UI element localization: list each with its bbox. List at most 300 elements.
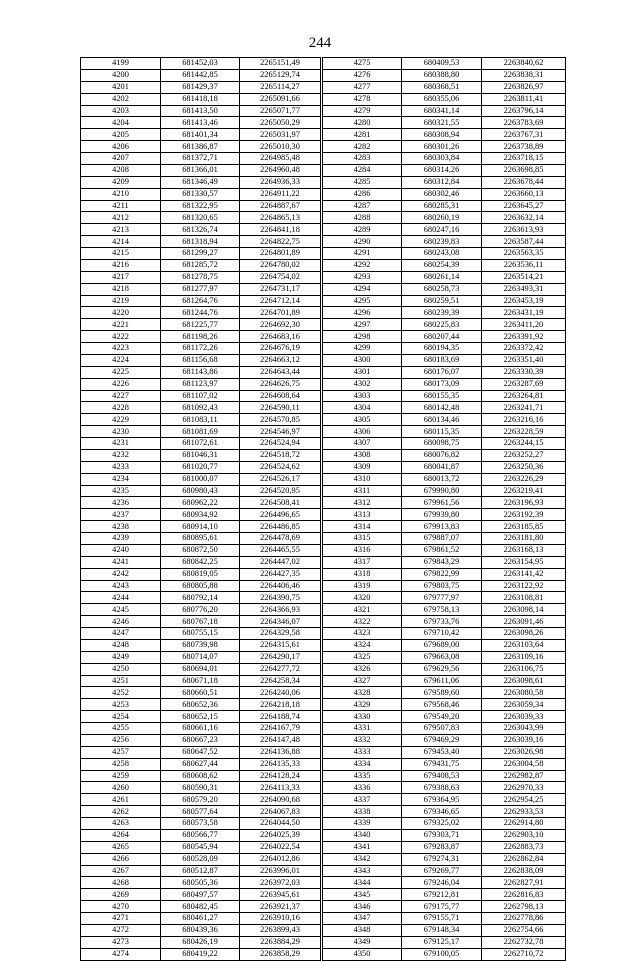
table-row (323, 402, 566, 414)
table-row (81, 901, 321, 913)
x-coordinate-cell: 680528,09 (161, 853, 240, 865)
x-coordinate-cell: 680259,51 (402, 295, 482, 307)
x-coordinate-cell: 680739,98 (161, 639, 240, 651)
y-coordinate-cell: 2263858,29 (240, 948, 321, 960)
table-row (323, 675, 566, 687)
table-row (81, 129, 321, 141)
y-coordinate-cell: 2262982,87 (482, 770, 566, 782)
x-coordinate-cell: 679269,77 (402, 865, 482, 877)
point-number-cell: 4227 (81, 390, 161, 402)
y-coordinate-cell: 2263884,29 (240, 936, 321, 948)
point-number-cell: 4282 (323, 141, 402, 153)
point-number-cell: 4219 (81, 295, 161, 307)
y-coordinate-cell: 2264290,17 (240, 651, 321, 663)
point-number-cell: 4279 (323, 105, 402, 117)
table-row (323, 580, 566, 592)
table-row (81, 343, 321, 355)
table-row (323, 426, 566, 438)
table-row (81, 806, 321, 818)
point-number-cell: 4277 (323, 81, 402, 93)
y-coordinate-cell: 2262816,83 (482, 889, 566, 901)
y-coordinate-cell: 2263391,92 (482, 331, 566, 343)
y-coordinate-cell: 2263122,92 (482, 580, 566, 592)
table-row (81, 390, 321, 402)
table-row (323, 818, 566, 830)
y-coordinate-cell: 2264486,85 (240, 521, 321, 533)
x-coordinate-cell: 680225,83 (402, 319, 482, 331)
y-coordinate-cell: 2264465,55 (240, 544, 321, 556)
x-coordinate-cell: 680409,53 (402, 58, 482, 70)
point-number-cell: 4349 (323, 936, 402, 948)
x-coordinate-cell: 680302,46 (402, 188, 482, 200)
point-number-cell: 4232 (81, 449, 161, 461)
x-coordinate-cell: 681318,94 (161, 236, 240, 248)
table-row (323, 212, 566, 224)
point-number-cell: 4335 (323, 770, 402, 782)
point-number-cell: 4292 (323, 259, 402, 271)
y-coordinate-cell: 2264676,19 (240, 343, 321, 355)
table-row (323, 533, 566, 545)
y-coordinate-cell: 2263250,36 (482, 461, 566, 473)
point-number-cell: 4345 (323, 889, 402, 901)
point-number-cell: 4226 (81, 378, 161, 390)
x-coordinate-cell: 679283,87 (402, 841, 482, 853)
y-coordinate-cell: 2264546,97 (240, 426, 321, 438)
point-number-cell: 4212 (81, 212, 161, 224)
y-coordinate-cell: 2264390,75 (240, 592, 321, 604)
x-coordinate-cell: 680173,09 (402, 378, 482, 390)
point-number-cell: 4253 (81, 699, 161, 711)
table-row (81, 746, 321, 758)
table-row (323, 829, 566, 841)
x-coordinate-cell: 681413,50 (161, 105, 240, 117)
x-coordinate-cell: 679408,53 (402, 770, 482, 782)
point-number-cell: 4231 (81, 438, 161, 450)
x-coordinate-cell: 680194,35 (402, 343, 482, 355)
table-row (81, 853, 321, 865)
x-coordinate-cell: 680934,92 (161, 509, 240, 521)
table-row (323, 485, 566, 497)
y-coordinate-cell: 2264590,11 (240, 402, 321, 414)
x-coordinate-cell: 680505,36 (161, 877, 240, 889)
y-coordinate-cell: 2263698,85 (482, 164, 566, 176)
x-coordinate-cell: 680115,35 (402, 426, 482, 438)
y-coordinate-cell: 2264496,65 (240, 509, 321, 521)
y-coordinate-cell: 2264022,54 (240, 841, 321, 853)
point-number-cell: 4216 (81, 259, 161, 271)
table-row (81, 295, 321, 307)
x-coordinate-cell: 679274,31 (402, 853, 482, 865)
point-number-cell: 4303 (323, 390, 402, 402)
x-coordinate-cell: 679148,34 (402, 924, 482, 936)
x-coordinate-cell: 680258,73 (402, 283, 482, 295)
point-number-cell: 4309 (323, 461, 402, 473)
table-row (81, 639, 321, 651)
point-number-cell: 4313 (323, 509, 402, 521)
table-row (81, 117, 321, 129)
coordinates-table-right (322, 57, 566, 961)
point-number-cell: 4242 (81, 568, 161, 580)
table-row (81, 176, 321, 188)
y-coordinate-cell: 2264801,89 (240, 248, 321, 260)
point-number-cell: 4225 (81, 366, 161, 378)
point-number-cell: 4266 (81, 853, 161, 865)
y-coordinate-cell: 2263718,15 (482, 153, 566, 165)
y-coordinate-cell: 2262754,66 (482, 924, 566, 936)
y-coordinate-cell: 2263098,61 (482, 675, 566, 687)
y-coordinate-cell: 2263026,98 (482, 746, 566, 758)
x-coordinate-cell: 679469,29 (402, 734, 482, 746)
point-number-cell: 4302 (323, 378, 402, 390)
y-coordinate-cell: 2264128,24 (240, 770, 321, 782)
point-number-cell: 4281 (323, 129, 402, 141)
table-row (323, 913, 566, 925)
point-number-cell: 4315 (323, 533, 402, 545)
table-row (323, 176, 566, 188)
x-coordinate-cell: 679453,40 (402, 746, 482, 758)
table-row (323, 414, 566, 426)
point-number-cell: 4215 (81, 248, 161, 260)
x-coordinate-cell: 680962,22 (161, 497, 240, 509)
x-coordinate-cell: 679549,20 (402, 711, 482, 723)
point-number-cell: 4314 (323, 521, 402, 533)
table-row (81, 913, 321, 925)
table-row (323, 331, 566, 343)
point-number-cell: 4346 (323, 901, 402, 913)
y-coordinate-cell: 2263228,59 (482, 426, 566, 438)
table-row (81, 248, 321, 260)
point-number-cell: 4316 (323, 544, 402, 556)
x-coordinate-cell: 679388,63 (402, 782, 482, 794)
table-row (81, 782, 321, 794)
table-row (323, 687, 566, 699)
table-row (323, 354, 566, 366)
table-row (323, 604, 566, 616)
table-row (323, 449, 566, 461)
y-coordinate-cell: 2265050,29 (240, 117, 321, 129)
x-coordinate-cell: 680647,52 (161, 746, 240, 758)
y-coordinate-cell: 2262838,09 (482, 865, 566, 877)
x-coordinate-cell: 680041,87 (402, 461, 482, 473)
table-row (323, 663, 566, 675)
table-row (81, 687, 321, 699)
y-coordinate-cell: 2262732,78 (482, 936, 566, 948)
y-coordinate-cell: 2263826,97 (482, 81, 566, 93)
point-number-cell: 4246 (81, 616, 161, 628)
table-row (323, 461, 566, 473)
table-row (323, 841, 566, 853)
point-number-cell: 4286 (323, 188, 402, 200)
y-coordinate-cell: 2263091,46 (482, 616, 566, 628)
y-coordinate-cell: 2263678,44 (482, 176, 566, 188)
point-number-cell: 4330 (323, 711, 402, 723)
table-row (323, 770, 566, 782)
y-coordinate-cell: 2263287,69 (482, 378, 566, 390)
x-coordinate-cell: 680608,62 (161, 770, 240, 782)
x-coordinate-cell: 680076,82 (402, 449, 482, 461)
point-number-cell: 4307 (323, 438, 402, 450)
x-coordinate-cell: 680098,75 (402, 438, 482, 450)
x-coordinate-cell: 681198,26 (161, 331, 240, 343)
point-number-cell: 4324 (323, 639, 402, 651)
y-coordinate-cell: 2263563,35 (482, 248, 566, 260)
point-number-cell: 4329 (323, 699, 402, 711)
y-coordinate-cell: 2262710,72 (482, 948, 566, 960)
table-row (323, 568, 566, 580)
point-number-cell: 4344 (323, 877, 402, 889)
point-number-cell: 4283 (323, 153, 402, 165)
table-row (81, 936, 321, 948)
table-row (81, 69, 321, 81)
table-row (323, 544, 566, 556)
y-coordinate-cell: 2263106,75 (482, 663, 566, 675)
x-coordinate-cell: 680579,20 (161, 794, 240, 806)
point-number-cell: 4202 (81, 93, 161, 105)
table-row (81, 604, 321, 616)
y-coordinate-cell: 2264683,16 (240, 331, 321, 343)
table-row (323, 734, 566, 746)
y-coordinate-cell: 2264447,02 (240, 556, 321, 568)
y-coordinate-cell: 2262970,33 (482, 782, 566, 794)
x-coordinate-cell: 680321,55 (402, 117, 482, 129)
table-row (323, 497, 566, 509)
table-row (81, 924, 321, 936)
point-number-cell: 4241 (81, 556, 161, 568)
y-coordinate-cell: 2263632,14 (482, 212, 566, 224)
point-number-cell: 4339 (323, 818, 402, 830)
point-number-cell: 4259 (81, 770, 161, 782)
y-coordinate-cell: 2265071,77 (240, 105, 321, 117)
x-coordinate-cell: 679663,08 (402, 651, 482, 663)
table-row (323, 343, 566, 355)
y-coordinate-cell: 2263192,39 (482, 509, 566, 521)
point-number-cell: 4235 (81, 485, 161, 497)
point-number-cell: 4264 (81, 829, 161, 841)
y-coordinate-cell: 2263996,01 (240, 865, 321, 877)
table-row (81, 224, 321, 236)
point-number-cell: 4332 (323, 734, 402, 746)
table-row (81, 628, 321, 640)
point-number-cell: 4230 (81, 426, 161, 438)
x-coordinate-cell: 681143,86 (161, 366, 240, 378)
table-row (81, 485, 321, 497)
y-coordinate-cell: 2264346,07 (240, 616, 321, 628)
point-number-cell: 4343 (323, 865, 402, 877)
table-row (81, 758, 321, 770)
y-coordinate-cell: 2264526,17 (240, 473, 321, 485)
point-number-cell: 4318 (323, 568, 402, 580)
y-coordinate-cell: 2262933,53 (482, 806, 566, 818)
y-coordinate-cell: 2265010,30 (240, 141, 321, 153)
table-row (81, 841, 321, 853)
point-number-cell: 4254 (81, 711, 161, 723)
point-number-cell: 4261 (81, 794, 161, 806)
table-row (81, 58, 321, 70)
table-row (323, 556, 566, 568)
y-coordinate-cell: 2264520,95 (240, 485, 321, 497)
y-coordinate-cell: 2263493,31 (482, 283, 566, 295)
table-row (323, 295, 566, 307)
x-coordinate-cell: 680341,14 (402, 105, 482, 117)
point-number-cell: 4306 (323, 426, 402, 438)
point-number-cell: 4325 (323, 651, 402, 663)
point-number-cell: 4249 (81, 651, 161, 663)
point-number-cell: 4206 (81, 141, 161, 153)
y-coordinate-cell: 2262883,73 (482, 841, 566, 853)
y-coordinate-cell: 2263185,85 (482, 521, 566, 533)
y-coordinate-cell: 2263645,27 (482, 200, 566, 212)
y-coordinate-cell: 2264240,06 (240, 687, 321, 699)
table-row (81, 81, 321, 93)
x-coordinate-cell: 679733,76 (402, 616, 482, 628)
table-row (81, 829, 321, 841)
x-coordinate-cell: 680260,19 (402, 212, 482, 224)
table-row (81, 426, 321, 438)
x-coordinate-cell: 681046,31 (161, 449, 240, 461)
table-row (323, 639, 566, 651)
x-coordinate-cell: 681092,43 (161, 402, 240, 414)
x-coordinate-cell: 681081,69 (161, 426, 240, 438)
y-coordinate-cell: 2263587,44 (482, 236, 566, 248)
point-number-cell: 4310 (323, 473, 402, 485)
y-coordinate-cell: 2263043,99 (482, 723, 566, 735)
y-coordinate-cell: 2263660,13 (482, 188, 566, 200)
x-coordinate-cell: 680461,27 (161, 913, 240, 925)
x-coordinate-cell: 681244,76 (161, 307, 240, 319)
point-number-cell: 4322 (323, 616, 402, 628)
y-coordinate-cell: 2263196,93 (482, 497, 566, 509)
y-coordinate-cell: 2264277,72 (240, 663, 321, 675)
point-number-cell: 4308 (323, 449, 402, 461)
point-number-cell: 4234 (81, 473, 161, 485)
y-coordinate-cell: 2263004,58 (482, 758, 566, 770)
y-coordinate-cell: 2264508,41 (240, 497, 321, 509)
y-coordinate-cell: 2263767,31 (482, 129, 566, 141)
y-coordinate-cell: 2265114,27 (240, 81, 321, 93)
point-number-cell: 4251 (81, 675, 161, 687)
x-coordinate-cell: 680590,31 (161, 782, 240, 794)
y-coordinate-cell: 2264315,61 (240, 639, 321, 651)
point-number-cell: 4299 (323, 343, 402, 355)
table-row (81, 354, 321, 366)
point-number-cell: 4199 (81, 58, 161, 70)
point-number-cell: 4258 (81, 758, 161, 770)
table-row (323, 651, 566, 663)
y-coordinate-cell: 2264218,18 (240, 699, 321, 711)
point-number-cell: 4255 (81, 723, 161, 735)
point-number-cell: 4245 (81, 604, 161, 616)
x-coordinate-cell: 680426,19 (161, 936, 240, 948)
y-coordinate-cell: 2263154,95 (482, 556, 566, 568)
table-row (81, 580, 321, 592)
point-number-cell: 4210 (81, 188, 161, 200)
table-row (323, 438, 566, 450)
point-number-cell: 4336 (323, 782, 402, 794)
point-number-cell: 4229 (81, 414, 161, 426)
point-number-cell: 4228 (81, 402, 161, 414)
point-number-cell: 4294 (323, 283, 402, 295)
table-row (323, 853, 566, 865)
point-number-cell: 4287 (323, 200, 402, 212)
x-coordinate-cell: 680355,06 (402, 93, 482, 105)
table-row (81, 794, 321, 806)
point-number-cell: 4289 (323, 224, 402, 236)
y-coordinate-cell: 2265151,49 (240, 58, 321, 70)
x-coordinate-cell: 680714,07 (161, 651, 240, 663)
point-number-cell: 4268 (81, 877, 161, 889)
y-coordinate-cell: 2264067,83 (240, 806, 321, 818)
point-number-cell: 4274 (81, 948, 161, 960)
x-coordinate-cell: 680545,94 (161, 841, 240, 853)
point-number-cell: 4256 (81, 734, 161, 746)
x-coordinate-cell: 680980,43 (161, 485, 240, 497)
x-coordinate-cell: 679212,81 (402, 889, 482, 901)
y-coordinate-cell: 2264044,50 (240, 818, 321, 830)
table-row (323, 889, 566, 901)
y-coordinate-cell: 2262798,13 (482, 901, 566, 913)
table-row (81, 533, 321, 545)
x-coordinate-cell: 680512,87 (161, 865, 240, 877)
point-number-cell: 4290 (323, 236, 402, 248)
table-row (81, 734, 321, 746)
table-row (323, 758, 566, 770)
point-number-cell: 4331 (323, 723, 402, 735)
point-number-cell: 4203 (81, 105, 161, 117)
x-coordinate-cell: 680239,39 (402, 307, 482, 319)
x-coordinate-cell: 681366,01 (161, 164, 240, 176)
table-row (323, 877, 566, 889)
y-coordinate-cell: 2264841,18 (240, 224, 321, 236)
x-coordinate-cell: 681326,74 (161, 224, 240, 236)
x-coordinate-cell: 681346,49 (161, 176, 240, 188)
table-row (323, 806, 566, 818)
point-number-cell: 4262 (81, 806, 161, 818)
y-coordinate-cell: 2263372,42 (482, 343, 566, 355)
y-coordinate-cell: 2265129,74 (240, 69, 321, 81)
point-number-cell: 4252 (81, 687, 161, 699)
table-row (323, 69, 566, 81)
x-coordinate-cell: 680285,31 (402, 200, 482, 212)
x-coordinate-cell: 681320,65 (161, 212, 240, 224)
table-row (81, 497, 321, 509)
table-row (81, 93, 321, 105)
x-coordinate-cell: 681299,27 (161, 248, 240, 260)
point-number-cell: 4348 (323, 924, 402, 936)
point-number-cell: 4236 (81, 497, 161, 509)
table-row (323, 390, 566, 402)
y-coordinate-cell: 2263098,14 (482, 604, 566, 616)
y-coordinate-cell: 2264090,68 (240, 794, 321, 806)
point-number-cell: 4280 (323, 117, 402, 129)
x-coordinate-cell: 679246,04 (402, 877, 482, 889)
y-coordinate-cell: 2262862,84 (482, 853, 566, 865)
x-coordinate-cell: 680419,22 (161, 948, 240, 960)
point-number-cell: 4207 (81, 153, 161, 165)
point-number-cell: 4201 (81, 81, 161, 93)
x-coordinate-cell: 680872,50 (161, 544, 240, 556)
y-coordinate-cell: 2262778,86 (482, 913, 566, 925)
x-coordinate-cell: 680895,61 (161, 533, 240, 545)
y-coordinate-cell: 2264822,75 (240, 236, 321, 248)
table-row (81, 378, 321, 390)
table-row (323, 153, 566, 165)
coordinates-table-left (80, 57, 321, 961)
table-row (81, 366, 321, 378)
x-coordinate-cell: 680243,08 (402, 248, 482, 260)
table-row (323, 164, 566, 176)
table-row (81, 877, 321, 889)
x-coordinate-cell: 679689,00 (402, 639, 482, 651)
